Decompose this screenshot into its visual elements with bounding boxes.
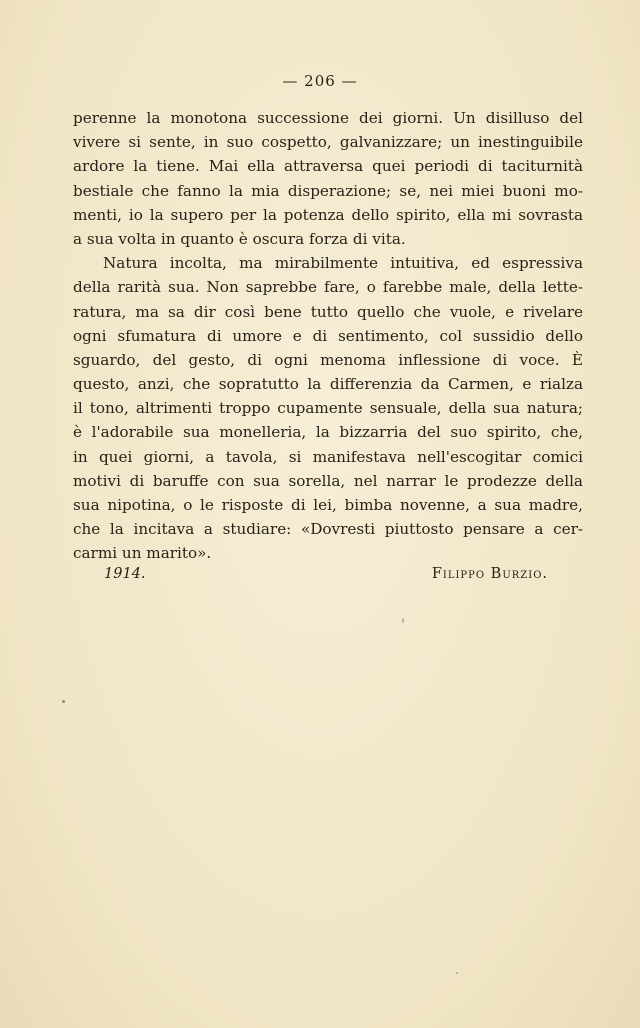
text-line: in quei giorni, a tavola, si manifestava nell'escogitar comici: [73, 447, 583, 466]
text-line: Natura incolta, ma mirabilmente intuitiva, ed espressiva: [103, 254, 583, 273]
text-line: è l'adorabile sua monelleria, la bizzarria del suo spirito, che,: [73, 423, 583, 442]
text-line: menti, io la supero per la potenza dello spirito, ella mi sovrasta: [73, 205, 583, 224]
text-line: perenne la monotona successione dei giorni. Un disilluso del: [73, 109, 583, 127]
text-line: carmi un marito».: [73, 544, 212, 563]
body-text: [73, 106, 583, 566]
text-line: ogni sfumatura di umore e di sentimento, col sussidio dello: [73, 326, 583, 345]
paper-speck: [62, 700, 65, 703]
text-line: che la incitava a studiare: «Dovresti piuttosto pensare a cer-: [73, 520, 583, 539]
text-line: motivi di baruffe con sua sorella, nel narrar le prodezze della: [73, 471, 583, 490]
author-name: Filippo Burzio.: [431, 566, 548, 582]
page-number: — 206 —: [282, 72, 358, 90]
text-line: questo, anzi, che sopratutto la differenzia da Carmen, e rialza: [73, 375, 583, 394]
text-line: ardore la tiene. Mai ella attraversa quei periodi di taciturnità: [73, 157, 583, 176]
text-line: bestiale che fanno la mia disperazione; se, nei miei buoni mo-: [73, 181, 583, 200]
text-line: della rarità sua. Non saprebbe fare, o farebbe male, della lette-: [73, 278, 583, 297]
text-line: ratura, ma sa dir così bene tutto quello che vuole, e rivelare: [73, 302, 583, 321]
text-line: sguardo, del gesto, di ogni menoma inflessione di voce. È: [73, 350, 583, 369]
text-line: a sua volta in quanto è oscura forza di vita.: [73, 229, 406, 248]
date: 1914.: [104, 566, 146, 582]
text-line: vivere si sente, in suo cospetto, galvanizzare; un inestinguibile: [73, 133, 583, 152]
text-line: il tono, altrimenti troppo cupamente sensuale, della sua natura;: [73, 399, 583, 418]
paper-speck: [456, 972, 458, 974]
paper-speck: [402, 618, 404, 623]
signature-row: [104, 566, 548, 582]
text-line: sua nipotina, o le risposte di lei, bimba novenne, a sua madre,: [73, 496, 583, 514]
